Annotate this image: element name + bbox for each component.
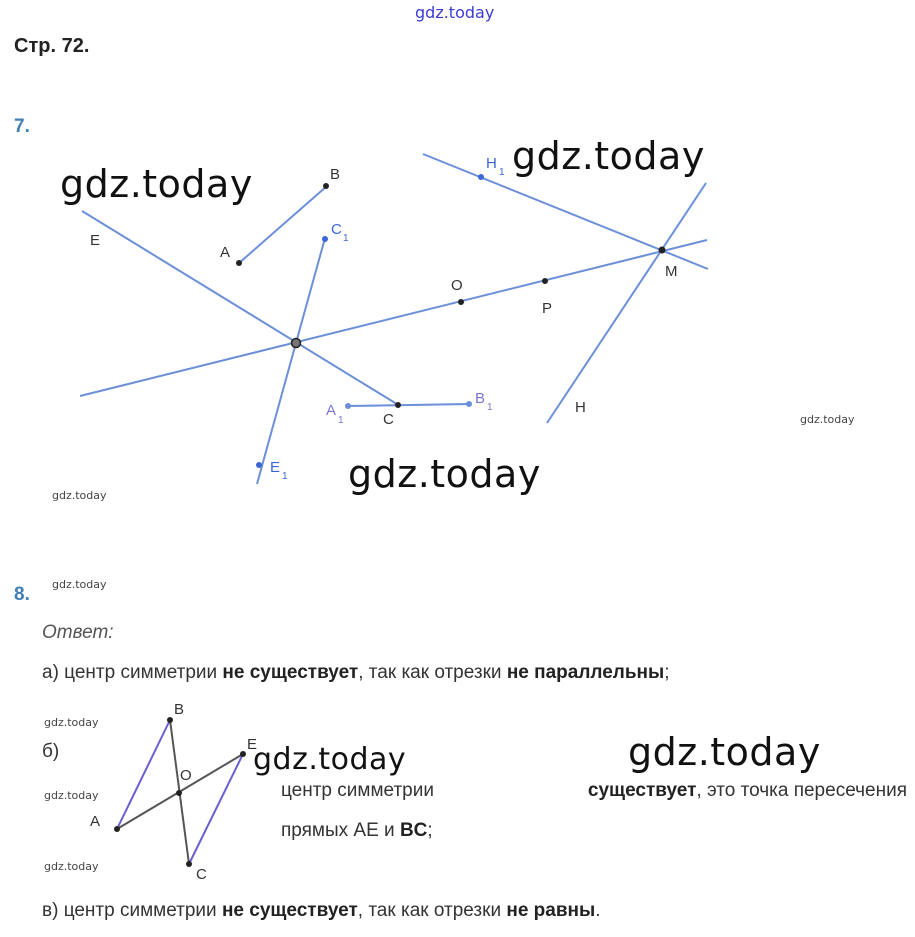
label-B1-sub: 1 [487, 402, 493, 413]
point-A [236, 260, 242, 266]
fig-b-label-B: B [174, 701, 185, 718]
point-A1 [345, 403, 351, 409]
label-E1-sub: 1 [282, 471, 288, 482]
answer-c: в) центр симметрии не существует, так как отрезки не равны. [42, 900, 601, 921]
fig-b-point-E [240, 751, 246, 757]
line-H [547, 183, 706, 423]
watermark-small-1: gdz.today [800, 413, 855, 426]
watermark-large-1: gdz.today [60, 162, 253, 206]
fig-b-label-A: A [90, 813, 101, 830]
label-C: C [383, 411, 394, 428]
label-A1: A [326, 402, 337, 419]
fig-b-point-O [176, 790, 182, 796]
fig-b-point-A [114, 826, 120, 832]
watermark-small-6: gdz.today [44, 860, 99, 873]
watermark-large-3: gdz.today [348, 452, 541, 496]
point-O [458, 299, 464, 305]
label-B1: B [475, 390, 486, 407]
watermark-small-2: gdz.today [52, 489, 107, 502]
point-B [323, 183, 329, 189]
answer-b-label: б) [42, 741, 60, 762]
segment-A1B1 [348, 404, 469, 406]
answer-a: а) центр симметрии не существует, так как отрезки не параллельны; [42, 662, 670, 683]
point-B1 [466, 401, 472, 407]
line-C1-E1 [257, 238, 325, 484]
label-A1-sub: 1 [338, 415, 344, 426]
watermark-small-4: gdz.today [44, 716, 99, 729]
watermark-small-5: gdz.today [44, 789, 99, 802]
label-P: P [542, 300, 553, 317]
answer-label: Ответ: [42, 622, 114, 643]
label-O: O [451, 277, 463, 294]
point-C [395, 402, 401, 408]
page-title: Стр. 72. [14, 35, 90, 57]
point-H1 [478, 174, 484, 180]
line-through-OPM [80, 240, 707, 396]
fig-b-point-C [186, 861, 192, 867]
watermark-large-2: gdz.today [512, 134, 705, 178]
center-point [292, 339, 301, 348]
watermark-small-3: gdz.today [52, 578, 107, 591]
task-8b-figure [80, 690, 280, 890]
fig-b-point-B [167, 717, 173, 723]
point-M [659, 247, 666, 254]
fig-b-label-O: O [180, 767, 192, 784]
label-B: B [330, 166, 341, 183]
label-H: H [575, 399, 586, 416]
answer-b-line1: центр симметрии существует, это точка пересечения [281, 780, 907, 801]
point-P [542, 278, 548, 284]
label-A: A [220, 244, 231, 261]
line-EC [82, 211, 400, 406]
fig-b-label-E: E [247, 736, 258, 753]
task-7-number: 7. [14, 116, 30, 137]
label-C1-sub: 1 [343, 233, 349, 244]
answer-b-line2: прямых AE и BC; [281, 820, 433, 841]
label-H1-sub: 1 [499, 167, 505, 178]
label-E: E [90, 232, 101, 249]
label-C1: C [331, 221, 342, 238]
watermark-large-5: gdz.today [628, 730, 821, 774]
label-M: M [665, 263, 678, 280]
label-H1: H [486, 155, 497, 172]
point-E1 [256, 462, 262, 468]
fig-b-label-C: C [196, 866, 207, 883]
watermark-large-4: gdz.today [253, 742, 407, 777]
watermark-top: gdz.today [415, 3, 495, 22]
label-E1: E [270, 459, 281, 476]
point-C1 [322, 236, 328, 242]
task-8-number: 8. [14, 584, 30, 605]
